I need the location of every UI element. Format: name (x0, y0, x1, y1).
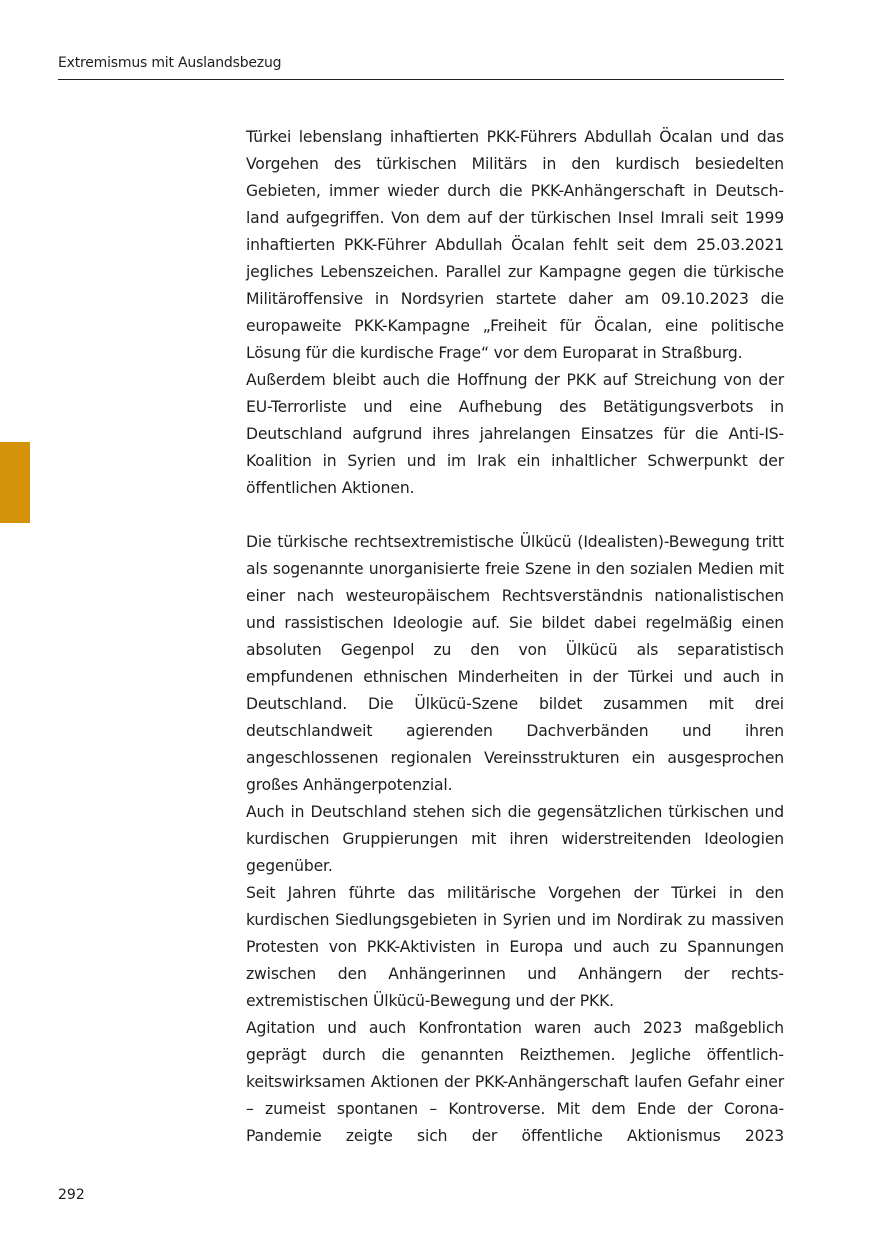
paragraph: Seit Jahren führte das militärische Vorgehen der Türkei in den kurdischen Siedlungsgebieten in Syrien und im Nordirak zu massiven Protesten von PKK-Aktivisten in Europa und auch zu Spannungen zwischen den Anhängerinnen und Anhängern der rechtsextremistischen Ülkücü-Bewegung und der PKK. (246, 884, 784, 1010)
running-head-title: Extremismus mit Auslandsbezug (58, 55, 282, 71)
section-marker-tab (0, 442, 30, 523)
paragraph: Türkei lebenslang inhaftierten PKK-Führers Abdullah Öcalan und das Vorgehen des türkischen Militärs in den kurdisch besiedelten Gebieten, immer wieder durch die PKK-Anhängerschaft in Deutschland aufgegriffen. Von dem auf der türkischen Insel Imrali seit 1999 inhaftierten PKK-Führer Abdullah Öcalan fehlt seit dem 25.03.2021 jegliches Lebenszeichen. Parallel zur Kampagne gegen die türkische Militäroffensive in Nordsyrien startete daher am 09.10.2023 die europaweite PKK-Kampagne „Freiheit für Öcalan, eine politische Lösung für die kurdische Frage“ vor dem Europarat in Straßburg. (246, 128, 784, 362)
header-rule (58, 79, 784, 80)
paragraph: Außerdem bleibt auch die Hoffnung der PKK auf Streichung von der EU-Terrorliste und eine Aufhebung des Betätigungsverbots in Deutschland aufgrund ihres jahrelangen Einsatzes für die Anti-IS-Koalition in Syrien und im Irak ein inhaltlicher Schwerpunkt der öffentlichen Aktionen. (246, 371, 784, 497)
paragraph: Die türkische rechtsextremistische Ülkücü (Idealisten)-Bewegung tritt als sogenannte unorganisierte freie Szene in den sozialen Medien mit einer nach westeuropäischem Rechtsverständnis nationalistischen und rassistischen Ideologie auf. Sie bildet dabei regelmäßig einen absoluten Gegenpol zu den von Ülkücü als separatistisch empfundenen ethnischen Minderheiten in der Türkei und auch in Deutschland. Die Ülkücü-Szene bildet zusammen mit drei deutschlandweit agierenden Dachverbänden und ihren angeschlossenen regionalen Vereinsstrukturen ein ausgesprochen großes Anhängerpotenzial. (246, 533, 784, 794)
page-number: 292 (58, 1187, 85, 1203)
paragraph: Agitation und auch Konfrontation waren auch 2023 maßgeblich geprägt durch die genannten Reizthemen. Jegliche öffentlichkeitswirksamen Aktionen der PKK-Anhängerschaft laufen Gefahr einer – zumeist spontanen – Kontroverse. Mit dem Ende der Corona-Pandemie zeigte sich der öffentliche Aktionismus 2023 (246, 1019, 784, 1145)
body-text (246, 124, 784, 1150)
paragraph: Auch in Deutschland stehen sich die gegensätzlichen türkischen und kurdischen Gruppierungen mit ihren widerstreitenden Ideologien gegenüber. (246, 803, 784, 875)
